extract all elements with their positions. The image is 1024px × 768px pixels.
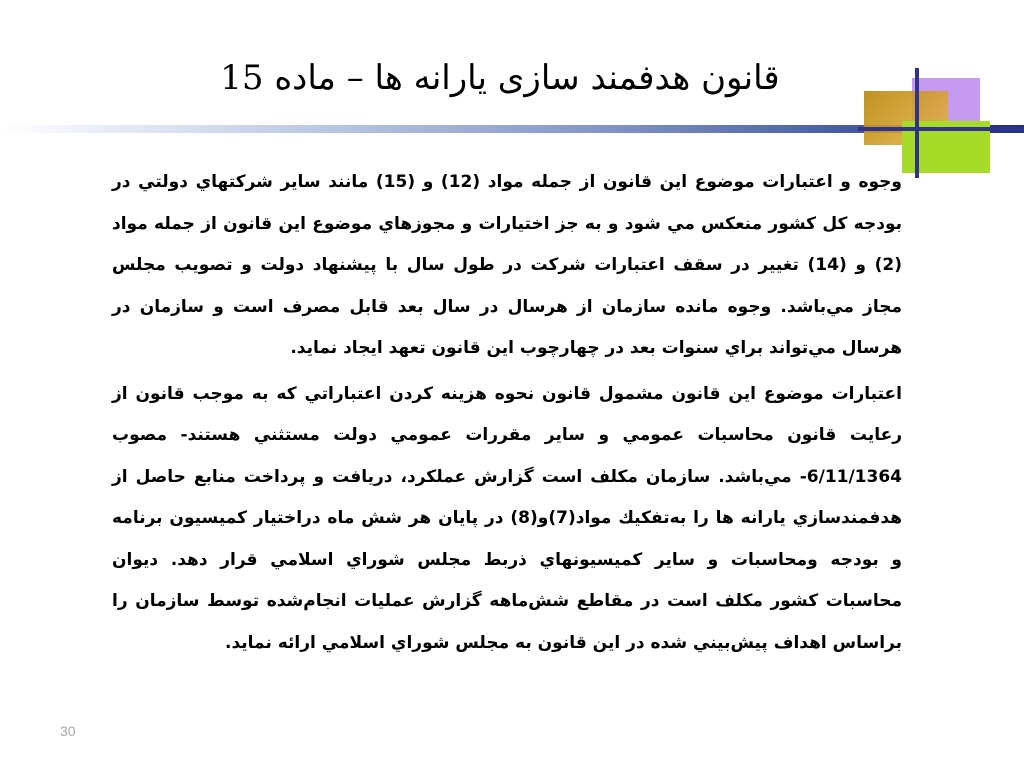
slide-body [112,162,902,664]
page-number: 30 [60,723,76,739]
slide-title: قانون هدفمند سازی یارانه ها – ماده 15 [220,58,780,98]
paragraph-1: وجوه و اعتبارات موضوع اين قانون از جمله مواد (12) و (15) مانند ساير شركتهاي دولتي در بودجه كل كشور منعكس مي شود و به جز اختيارات و مجوزهاي موضوع اين قانون از جمله مواد (2) و (14) تغيير در سقف اعتبارات شركت در طول سال با پيشنهاد دولت و تصويب مجلس مجاز مي‌باشد. وجوه مانده سازمان از هرسال در سال بعد قابل مصرف است و سازمان در هرسال مي‌تواند براي سنوات بعد در چهارچوب اين قانون تعهد ايجاد نمايد. [112,172,902,358]
decorative-horizontal-line [858,127,1024,131]
paragraph-2: اعتبارات موضوع اين قانون مشمول قانون نحوه هزينه كردن اعتباراتي كه به موجب قانون از رعايت قانون محاسبات عمومي و ساير مقررات عمومي دولت مستثني هستند- مصوب 6/11/1364- مي‌باشد. سازمان مكلف است گزارش عملكرد، دريافت و پرداخت منابع حاصل از هدفمندسازي يارانه ها را به‌تفكيك مواد(7)و(8) در پايان هر شش ماه دراختيار كميسيون برنامه و بودجه ومحاسبات و ساير كميسيونهاي ذربط مجلس شوراي اسلامي قرار دهد. ديوان محاسبات كشور مكلف است در مقاطع شش‌ماهه گزارش عمليات انجام‌شده توسط سازمان را براساس اهداف پيش‌بيني شده در اين قانون به مجلس شوراي اسلامي ارائه نمايد. [112,383,902,653]
decorative-vertical-line [915,68,919,178]
